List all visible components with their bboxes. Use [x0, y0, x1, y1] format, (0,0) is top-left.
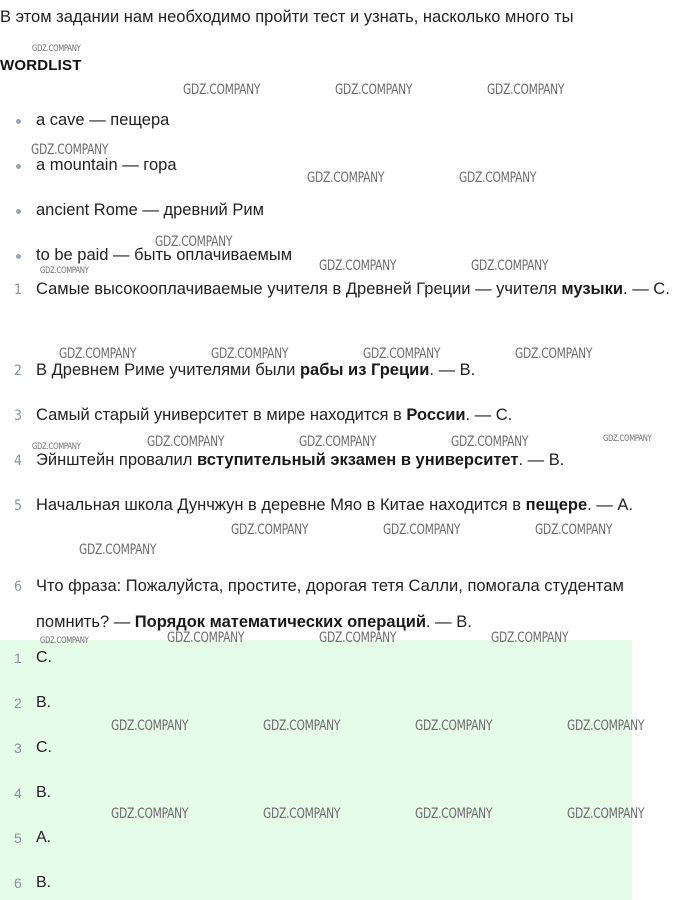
answer-number: 5: [14, 830, 22, 846]
watermark: GDZ.COMPANY: [307, 170, 385, 186]
answer-number: 1: [14, 650, 22, 666]
watermark: GDZ.COMPANY: [567, 806, 645, 822]
answer-number: 2: [14, 695, 22, 711]
intro-text: В этом задании нам необходимо пройти тест и узнать, насколько много ты: [0, 8, 574, 26]
watermark: GDZ.COMPANY: [32, 44, 81, 54]
bullet-dot: [16, 164, 21, 169]
watermark: GDZ.COMPANY: [363, 346, 441, 362]
watermark: GDZ.COMPANY: [263, 718, 341, 734]
bullet-dot: [16, 254, 21, 259]
watermark: GDZ.COMPANY: [263, 806, 341, 822]
statement-text: В Древнем Риме учителями были рабы из Греции. — B.: [36, 361, 476, 379]
watermark: GDZ.COMPANY: [155, 234, 233, 250]
watermark: GDZ.COMPANY: [515, 346, 593, 362]
bullet-dot: [16, 209, 21, 214]
watermark: GDZ.COMPANY: [383, 522, 461, 538]
statement-text: Начальная школа Дунчжун в деревне Мяо в Китае находится в пещере. — A.: [36, 496, 633, 514]
answer-text: B.: [36, 694, 52, 711]
watermark: GDZ.COMPANY: [415, 718, 493, 734]
watermark: GDZ.COMPANY: [40, 636, 89, 646]
watermark: GDZ.COMPANY: [603, 434, 652, 444]
watermark: GDZ.COMPANY: [32, 442, 81, 452]
statement-number: 6: [14, 579, 23, 595]
statement-number: 5: [14, 498, 23, 514]
statement-number: 3: [14, 408, 23, 424]
watermark: GDZ.COMPANY: [111, 806, 189, 822]
watermark: GDZ.COMPANY: [111, 718, 189, 734]
watermark: GDZ.COMPANY: [299, 434, 377, 450]
statement-text: Самый старый университет в мире находится в России. — C.: [36, 406, 513, 424]
wordlist-item-text: to be paid — быть оплачиваемым: [36, 246, 293, 264]
answer-text: C.: [36, 649, 52, 666]
statement-text: Что фраза: Пожалуйста, простите, дорогая тетя Салли, помогала студентам помнить? — Порядок математических операций. — B.: [36, 577, 624, 631]
watermark: GDZ.COMPANY: [31, 142, 109, 158]
wordlist-item-text: ancient Rome — древний Рим: [36, 201, 264, 219]
statement-number: 2: [14, 363, 23, 379]
wordlist-heading: WORDLIST: [0, 57, 82, 74]
watermark: GDZ.COMPANY: [59, 346, 137, 362]
watermark: GDZ.COMPANY: [319, 258, 397, 274]
watermark: GDZ.COMPANY: [491, 630, 569, 646]
statement-number: 4: [14, 453, 23, 469]
watermark: GDZ.COMPANY: [211, 346, 289, 362]
watermark: GDZ.COMPANY: [567, 718, 645, 734]
wordlist-item-text: a mountain — гора: [36, 156, 177, 174]
answer-number: 6: [14, 875, 22, 891]
answers-panel: [0, 640, 632, 900]
watermark: GDZ.COMPANY: [167, 630, 245, 646]
bullet-dot: [16, 119, 21, 124]
answer-text: B.: [36, 874, 52, 891]
watermark: GDZ.COMPANY: [79, 542, 157, 558]
watermark: GDZ.COMPANY: [415, 806, 493, 822]
statement-number: 1: [14, 282, 23, 298]
answer-number: 3: [14, 740, 22, 756]
answer-text: C.: [36, 739, 52, 756]
watermark: GDZ.COMPANY: [535, 522, 613, 538]
watermark: GDZ.COMPANY: [183, 82, 261, 98]
watermark: GDZ.COMPANY: [451, 434, 529, 450]
watermark: GDZ.COMPANY: [40, 266, 89, 276]
watermark: GDZ.COMPANY: [147, 434, 225, 450]
watermark: GDZ.COMPANY: [335, 82, 413, 98]
answer-text: B.: [36, 784, 52, 801]
watermark: GDZ.COMPANY: [471, 258, 549, 274]
watermark: GDZ.COMPANY: [231, 522, 309, 538]
answer-number: 4: [14, 785, 22, 801]
statement-text: Эйнштейн провалил вступительный экзамен в университет. — B.: [36, 451, 565, 469]
watermark: GDZ.COMPANY: [487, 82, 565, 98]
wordlist-item-text: a cave — пещера: [36, 111, 170, 129]
watermark: GDZ.COMPANY: [319, 630, 397, 646]
answer-text: A.: [36, 829, 52, 846]
statement-text: Самые высокооплачиваемые учителя в Древней Греции — учителя музыки. — C.: [36, 280, 670, 298]
watermark: GDZ.COMPANY: [459, 170, 537, 186]
